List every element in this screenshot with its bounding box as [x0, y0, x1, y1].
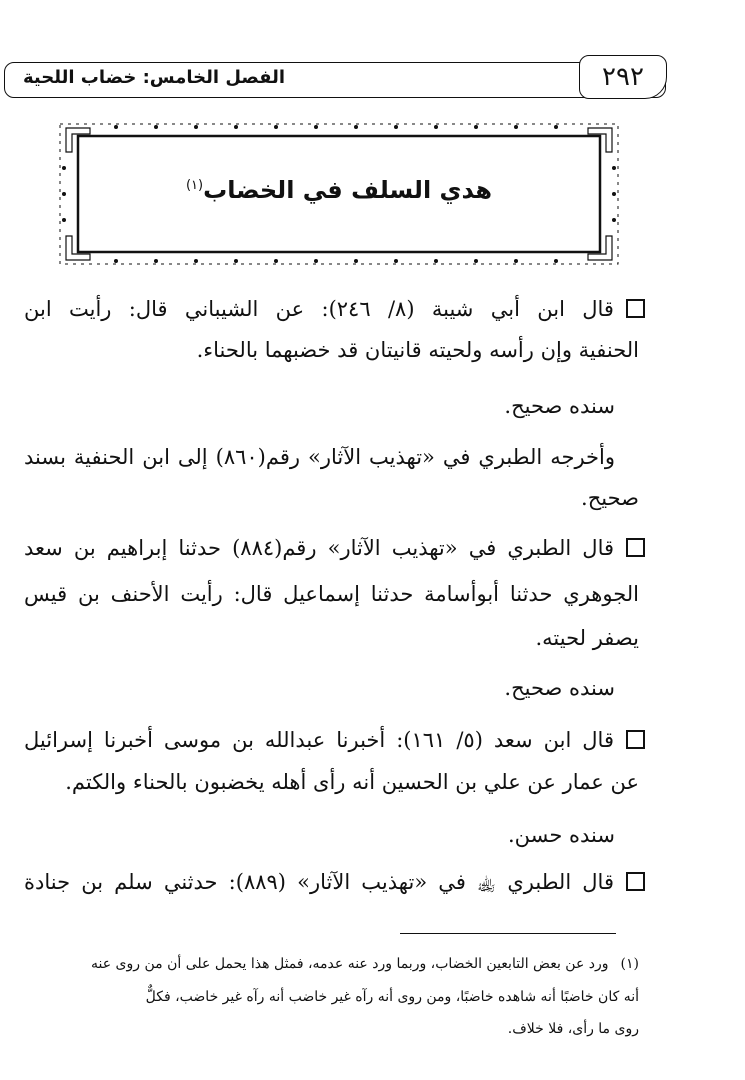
- checkbox-marker-icon: [626, 872, 645, 891]
- footnote-line: [24, 983, 639, 1011]
- body-line: [24, 815, 615, 855]
- footnote-ref: (١): [185, 178, 204, 193]
- checkbox-marker-icon: [626, 299, 645, 318]
- page-number-box: [579, 55, 667, 99]
- footnote-number: (١): [620, 956, 639, 972]
- checkbox-marker-icon: [626, 730, 645, 749]
- body-line: [24, 762, 639, 802]
- body-line: [24, 668, 615, 708]
- body-line: [24, 528, 645, 568]
- body-line: [24, 862, 645, 902]
- footnote-text: روى ما رأى، فلا خلاف.: [507, 1021, 639, 1037]
- body-line-text: يصفر لحيته.: [535, 626, 639, 650]
- body-line: [24, 330, 639, 370]
- body-line: [24, 574, 639, 614]
- body-line: [24, 437, 615, 477]
- section-title: [56, 176, 622, 204]
- page-number: ٢٩٢: [602, 62, 644, 92]
- body-line-text: الحنفية وإن رأسه ولحيته قانيتان قد خضبهما بالحناء.: [196, 338, 639, 362]
- checkbox-marker-icon: [626, 538, 645, 557]
- ornamental-title-frame: [56, 118, 622, 270]
- body-line-text: سنده صحيح.: [504, 676, 615, 700]
- footnote-text: ورد عن بعض التابعين الخضاب، وربما ورد عنه عدمه، فمثل هذا يحمل على أن من روى عنه: [91, 956, 609, 972]
- body-line: [24, 618, 639, 658]
- body-line-text: قال الطبري في «تهذيب الآثار» رقم(٨٨٤) حدثنا إبراهيم بن سعد: [24, 536, 615, 560]
- body-line-text: سنده صحيح.: [504, 394, 615, 418]
- footnote-divider: [400, 933, 616, 934]
- section-title-text: هدي السلف في الخضاب: [203, 176, 493, 204]
- body-line-text: قال ابن سعد (٥/ ١٦١): أخبرنا عبدالله بن موسى أخبرنا إسرائيل: [24, 728, 614, 752]
- footnote-text: أنه كان خاضبًا أنه شاهده خاضبًا، ومن روى أنه رآه غير خاضب أنه رآه غير خاضب، فكلٌّ: [145, 989, 639, 1005]
- body-line-text: قال ابن أبي شيبة (٨/ ٢٤٦): عن الشيباني قال: رأيت ابن: [24, 297, 614, 321]
- body-line: [24, 386, 615, 426]
- chapter-title: الفصل الخامس: خضاب اللحية: [23, 67, 286, 88]
- body-line-text: قال الطبري ﵀ في «تهذيب الآثار» (٨٨٩): حدثني سلم بن جنادة: [24, 870, 614, 894]
- running-header: [4, 62, 666, 98]
- footnote-line: [24, 1015, 639, 1043]
- body-line-text: عن عمار عن علي بن الحسين أنه رأى أهله يخضبون بالحناء والكتم.: [65, 770, 639, 794]
- body-line-text: صحيح.: [581, 486, 639, 510]
- body-line-text: الجوهري حدثنا أبوأسامة حدثنا إسماعيل قال: رأيت الأحنف بن قيس: [24, 582, 639, 606]
- body-line: [24, 720, 645, 760]
- footnote-line: [24, 950, 639, 978]
- body-line-text: وأخرجه الطبري في «تهذيب الآثار» رقم(٨٦٠) إلى ابن الحنفية بسند: [24, 445, 616, 469]
- body-line: [24, 478, 639, 518]
- body-line-text: سنده حسن.: [507, 823, 615, 847]
- body-line: [24, 289, 645, 329]
